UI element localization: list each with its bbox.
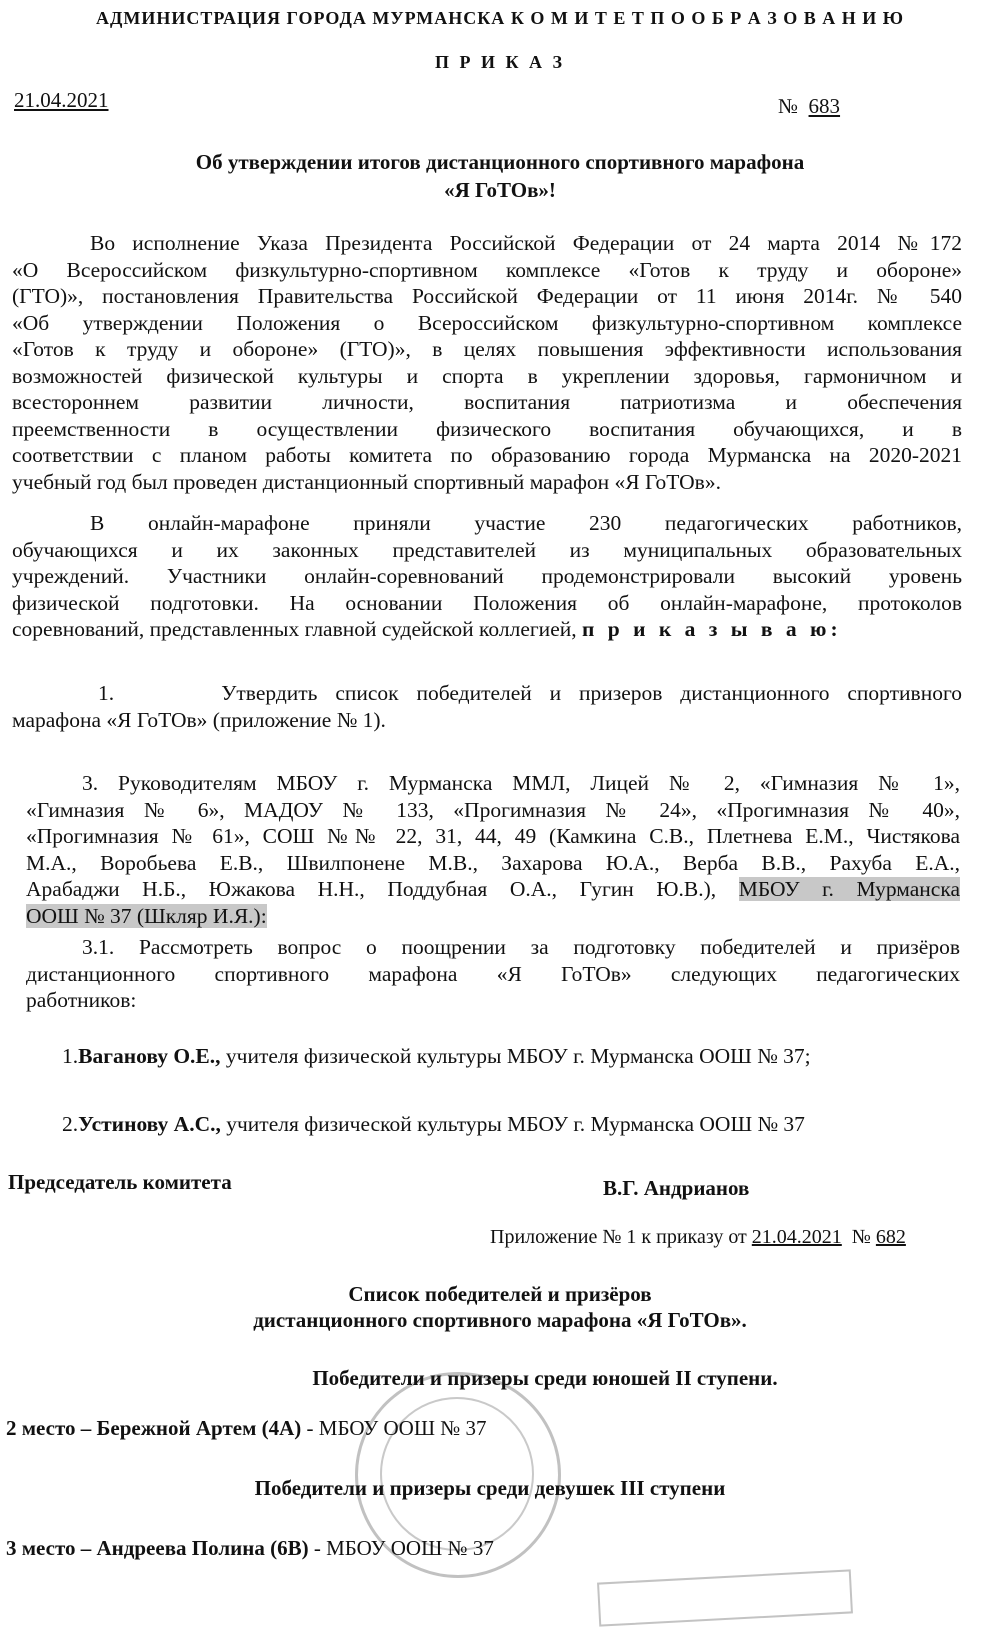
number-label: №	[778, 94, 799, 118]
item-3-line6-highlight: ООШ № 37 (Шкляр И.Я.):	[26, 903, 267, 928]
participation-line	[12, 616, 962, 643]
preamble-line: (ГТО)», постановления Правительства Российской Федерации от 11 июня 2014г. № 540	[12, 284, 962, 308]
winner-row	[6, 1416, 487, 1441]
item-1-line1	[12, 680, 962, 707]
committee-name: К О М И Т Е Т П О О Б Р А З О В А Н И Ю	[510, 8, 905, 28]
signature-name: В.Г. Андрианов	[603, 1176, 750, 1200]
preamble-line: преемственности в осуществлении физического воспитания обучающихся, и в	[12, 416, 962, 441]
participation-last-text: соревнований, представленных главной судейской коллегией,	[12, 617, 577, 641]
teacher-number: 1.	[62, 1044, 79, 1068]
rect-stamp-graphic	[597, 1569, 853, 1626]
participation-line: учреждений. Участники онлайн-соревнований продемонстрировали высокий уровень	[12, 564, 962, 588]
item-1-number: 1.	[98, 681, 115, 705]
teacher-number: 2.	[62, 1112, 79, 1136]
item-3-line: «Гимназия № 6», МАДОУ № 133, «Прогимназия № 24», «Прогимназия № 40»,	[26, 797, 960, 822]
teacher-text: учителя физической культуры МБОУ г. Мурманска ООШ № 37	[220, 1112, 805, 1136]
order-word: п р и к а з ы в а ю:	[582, 617, 842, 641]
teacher-name: Устинову А.С.,	[78, 1112, 221, 1136]
preamble-line: соответствии с планом работы комитета по образованию города Мурманска на 2020-2021	[12, 443, 962, 467]
item-3-line5-highlight: МБОУ г. Мурманска	[738, 877, 960, 901]
group-boys-heading: Победители и призеры среди юношей II ступени.	[312, 1366, 778, 1390]
item-3-line	[26, 876, 960, 903]
preamble-line: «Готов к труду и обороне» (ГТО)», в целях повышения эффективности использования	[12, 337, 962, 361]
item-3-1-line: работников:	[26, 988, 137, 1012]
winner-place-name: 2 место – Бережной Артем (4А)	[6, 1416, 302, 1440]
teacher-text: учителя физической культуры МБОУ г. Мурманска ООШ № 37;	[220, 1044, 811, 1068]
participation-line: В онлайн-марафоне приняли участие 230 педагогических работников,	[90, 511, 962, 535]
document-header	[0, 8, 1000, 29]
appendix-label: Приложение № 1 к приказу от	[490, 1226, 747, 1248]
teacher-name: Ваганову О.Е.,	[78, 1044, 221, 1068]
appendix-number-label: №	[851, 1226, 871, 1248]
signature-position: Председатель комитета	[8, 1170, 232, 1194]
preamble-paragraph	[12, 230, 962, 495]
item-3-line: М.А., Воробьева Е.В., Швилпонене М.В., Захарова Ю.А., Верба В.В., Рахуба Е.А.,	[26, 850, 960, 875]
preamble-line: «О Всероссийском физкультурно-спортивном комплексе «Готов к труду и обороне»	[12, 257, 962, 282]
item-3-1-line: дистанционного спортивного марафона «Я ГоТОв» следующих педагогических	[26, 961, 960, 986]
item-1-line2: марафона «Я ГоТОв» (приложение № 1).	[12, 707, 386, 732]
appendix-reference	[490, 1226, 906, 1249]
item-3-1	[26, 934, 960, 1014]
item-1	[12, 680, 962, 733]
preamble-line: всестороннем развитии личности, воспитания патриотизма и обеспечения	[12, 390, 962, 414]
list-title-line1: Список победителей и призёров	[348, 1282, 652, 1306]
winner-school: - МБОУ ООШ № 37	[308, 1536, 494, 1560]
item-3-line5-plain: Арабаджи Н.Б., Южакова Н.Н., Поддубная О.А., Гугин Ю.В.),	[26, 877, 717, 901]
doc-title-line2: «Я ГоТОв»!	[444, 178, 556, 202]
winner-row	[6, 1536, 494, 1561]
item-3-line	[26, 903, 960, 930]
appendix-number: 682	[875, 1226, 906, 1248]
group-girls-heading: Победители и призеры среди девушек III ступени	[254, 1476, 726, 1500]
teacher-item	[62, 1044, 811, 1069]
item-1-text: Утвердить список победителей и призеров дистанционного спортивного	[221, 681, 962, 705]
doc-title-line1: Об утверждении итогов дистанционного спортивного марафона	[195, 150, 805, 174]
order-number	[778, 94, 840, 119]
preamble-line: Во исполнение Указа Президента Российской Федерации от 24 марта 2014 №172	[90, 231, 962, 255]
item-3	[26, 770, 960, 929]
preamble-line: учебный год был проведен дистанционный спортивный марафон «Я ГоТОв».	[12, 469, 721, 494]
participation-line: физической подготовки. На основании Положения об онлайн-марафоне, протоколов	[12, 590, 962, 615]
appendix-date: 21.04.2021	[751, 1226, 842, 1248]
item-3-line: 3. Руководителям МБОУ г. Мурманска ММЛ, Лицей № 2, «Гимназия № 1»,	[82, 771, 960, 795]
participation-line: обучающихся и их законных представителей из муниципальных образовательных	[12, 537, 962, 562]
preamble-line: возможностей физической культуры и спорта в укреплении здоровья, гармоничном и	[12, 363, 962, 388]
org-name: АДМИНИСТРАЦИЯ ГОРОДА МУРМАНСКА	[95, 8, 506, 28]
teacher-item	[62, 1112, 805, 1137]
winner-school: - МБОУ ООШ № 37	[301, 1416, 487, 1440]
item-3-line: «Прогимназия № 61», СОШ №№ 22, 31, 44, 49 (Камкина С.В., Плетнева Е.М., Чистякова	[26, 824, 960, 848]
participation-paragraph	[12, 510, 962, 643]
preamble-line: «Об утверждении Положения о Всероссийском физкультурно-спортивном комплексе	[12, 310, 962, 335]
winner-place-name: 3 место – Андреева Полина (6В)	[6, 1536, 309, 1560]
list-title-line2: дистанционного спортивного марафона «Я ГоТОв».	[253, 1308, 747, 1332]
doc-type: П Р И К А З	[434, 52, 566, 72]
item-3-1-line: 3.1. Рассмотреть вопрос о поощрении за подготовку победителей и призёров	[82, 935, 960, 959]
order-date: 21.04.2021	[14, 88, 109, 112]
number-value: 683	[808, 94, 841, 118]
